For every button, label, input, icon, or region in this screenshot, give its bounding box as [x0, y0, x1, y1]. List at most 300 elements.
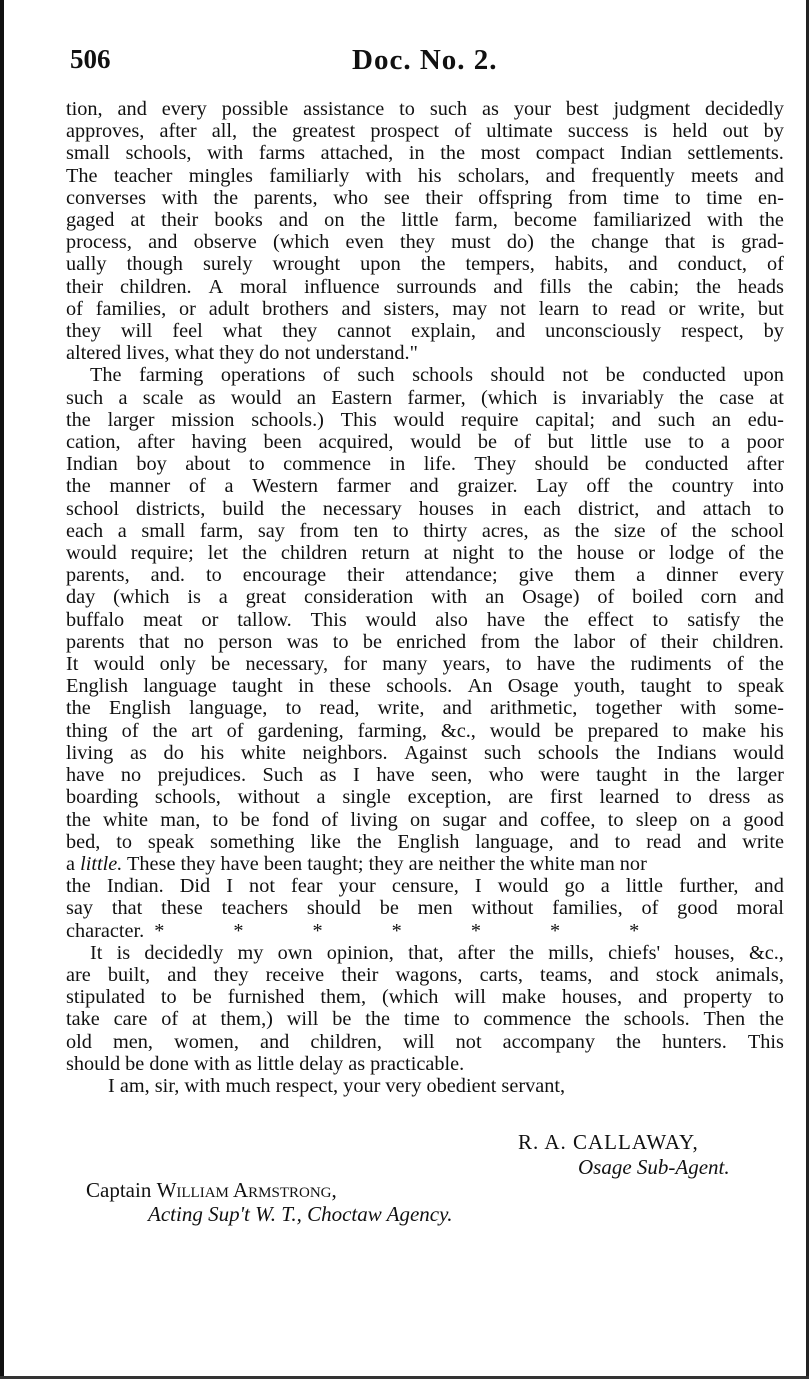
word: such	[357, 364, 395, 387]
word: houses	[418, 497, 474, 520]
word: be	[332, 1008, 352, 1031]
word: to	[688, 431, 704, 454]
word: the	[252, 120, 277, 143]
word: the	[628, 475, 654, 498]
word: settlements.	[687, 142, 784, 165]
word: have	[536, 653, 576, 676]
letter-body	[66, 98, 784, 1097]
word: been	[263, 431, 302, 454]
word: return	[361, 542, 410, 565]
word: in	[298, 675, 314, 698]
word: read	[646, 830, 682, 853]
text-line	[66, 875, 784, 897]
word: though	[126, 253, 183, 276]
word: say	[257, 519, 285, 542]
text-line	[66, 542, 784, 564]
word: have	[66, 764, 105, 787]
word: let	[207, 542, 229, 565]
word: (which	[113, 586, 170, 609]
word: the	[759, 653, 784, 676]
word: to	[206, 564, 222, 587]
word: the	[356, 830, 382, 853]
text-line	[66, 498, 784, 520]
word: encourage	[242, 564, 327, 587]
text-line	[66, 564, 784, 586]
word: with	[431, 586, 468, 609]
word: of	[321, 808, 339, 831]
word: with	[680, 697, 717, 720]
word: farming,	[357, 719, 427, 742]
asterisk: *	[154, 919, 165, 942]
ellipsis-asterisks	[154, 920, 639, 942]
word: cannot	[337, 320, 392, 343]
text-line	[66, 187, 784, 209]
text-line	[66, 764, 784, 786]
word: censure,	[391, 875, 459, 898]
word: a	[218, 586, 228, 609]
word: or	[179, 297, 196, 320]
word: and	[442, 697, 472, 720]
word: poor	[746, 431, 784, 454]
word: build	[222, 497, 265, 520]
word: (which	[272, 231, 330, 254]
word: they	[400, 231, 435, 254]
word: such	[429, 98, 468, 120]
word: at	[192, 1008, 207, 1031]
word: compact	[535, 142, 605, 165]
word: write,	[698, 297, 746, 320]
text-line	[66, 809, 784, 831]
word: taught	[640, 675, 692, 698]
word: commence	[483, 1008, 572, 1031]
word: from	[480, 630, 520, 653]
word: little	[590, 431, 628, 454]
word: en-	[758, 186, 784, 209]
word: see	[383, 186, 410, 209]
text-line	[66, 653, 784, 675]
word: about	[185, 453, 231, 476]
paragraph-2	[66, 364, 784, 941]
word: attach	[702, 497, 752, 520]
word: to	[652, 608, 669, 631]
word: parents	[66, 630, 125, 653]
word: the	[66, 408, 91, 431]
word: in	[490, 497, 507, 520]
word: the	[66, 808, 91, 831]
word: mission	[171, 408, 235, 431]
word: upon	[360, 253, 401, 276]
text-line	[66, 453, 784, 475]
word: are	[508, 786, 534, 809]
word: farmer	[336, 475, 391, 498]
word: exception,	[407, 786, 492, 809]
word: will	[120, 320, 153, 343]
word: meets	[691, 164, 739, 187]
word: acres,	[481, 519, 529, 542]
word: must	[451, 231, 491, 254]
word: these	[329, 675, 371, 698]
word: and	[754, 164, 784, 187]
word: man,	[160, 808, 201, 831]
word: taught	[596, 764, 647, 787]
word: time	[623, 186, 660, 209]
word: They	[474, 453, 517, 476]
word: farm,	[454, 209, 498, 232]
word: great	[245, 586, 287, 609]
word: upon	[743, 364, 784, 387]
word: school	[66, 497, 119, 520]
word: is	[711, 231, 725, 254]
word: process,	[66, 231, 132, 254]
word: something	[210, 830, 295, 853]
word: would	[93, 653, 145, 676]
word: with	[365, 164, 402, 187]
word: dinner	[666, 564, 718, 587]
word: to	[285, 697, 302, 720]
word: make	[702, 719, 747, 742]
word: bed,	[66, 830, 101, 853]
word: and	[638, 986, 668, 1009]
word: their	[66, 275, 104, 298]
word: necessary	[322, 497, 402, 520]
word: opinion,	[326, 941, 394, 964]
word: schools	[412, 364, 473, 387]
word: by	[763, 320, 784, 343]
word: country	[671, 475, 734, 498]
word: living	[350, 808, 398, 831]
word: heads	[737, 275, 784, 298]
text-line	[66, 409, 784, 431]
text-fragment: a	[66, 852, 81, 875]
word: of	[121, 719, 139, 742]
word: in	[663, 764, 680, 787]
word: they	[213, 963, 249, 986]
word: make	[501, 986, 546, 1009]
word: and	[167, 963, 197, 986]
word: grad-	[741, 231, 784, 254]
word: the	[759, 209, 784, 232]
word: influence	[304, 275, 380, 298]
word: little	[401, 209, 439, 232]
word: may	[452, 297, 488, 320]
word: be	[362, 630, 382, 653]
word: at	[423, 542, 439, 565]
word: offspring	[478, 186, 553, 209]
text-line	[66, 942, 784, 964]
word: gardening,	[257, 719, 344, 742]
word: at	[769, 386, 784, 409]
word: person	[218, 630, 273, 653]
text-line	[66, 431, 784, 453]
word: assistance	[303, 98, 385, 120]
word: language,	[475, 830, 554, 853]
word: would	[410, 431, 462, 454]
word: approves,	[66, 120, 145, 143]
addressee-prefix: Captain	[86, 1178, 157, 1202]
word: hunters.	[662, 1030, 727, 1053]
word: stock	[655, 963, 699, 986]
word: families,	[95, 297, 167, 320]
word: and	[493, 275, 523, 298]
word: should	[490, 364, 545, 387]
word: The	[90, 364, 122, 387]
word: effect	[587, 608, 634, 631]
word: they	[282, 320, 318, 343]
word: commence	[283, 453, 371, 476]
word: or	[668, 297, 686, 320]
word: some-	[734, 697, 784, 720]
word: be	[607, 453, 627, 476]
word: acquired,	[318, 431, 394, 454]
word: boarding	[66, 786, 139, 809]
word: go	[564, 875, 585, 898]
word: all,	[211, 120, 238, 143]
word: of	[766, 253, 784, 276]
word: be	[240, 808, 260, 831]
word: to	[116, 830, 133, 853]
word: after	[457, 941, 495, 964]
word: even	[345, 231, 384, 254]
word: respect,	[681, 320, 744, 343]
word: and.	[150, 564, 185, 587]
word: a	[224, 475, 234, 498]
word: was	[286, 630, 319, 653]
word: schools,	[125, 142, 192, 165]
word: fear	[291, 875, 323, 898]
word: house	[576, 542, 625, 565]
word: Did	[179, 875, 211, 898]
word: require	[461, 408, 519, 431]
word: children	[280, 542, 348, 565]
text-line	[66, 964, 784, 986]
word: unconsciously	[545, 320, 662, 343]
word: such	[657, 408, 696, 431]
word: a	[117, 519, 127, 542]
paragraph-3	[66, 942, 784, 1075]
word: the	[242, 542, 267, 565]
italic-word: little.	[80, 852, 123, 875]
word: will	[454, 986, 486, 1009]
word: is	[116, 941, 131, 964]
word: good	[743, 808, 784, 831]
word: Indian	[620, 142, 672, 165]
word: greatest	[292, 120, 356, 143]
signature-name: R. A. CALLAWAY,	[518, 1130, 699, 1154]
text-line: altered lives, what they do not understand."	[66, 342, 418, 365]
word: good	[677, 897, 718, 920]
word: It	[90, 941, 103, 964]
word: Against	[404, 741, 468, 764]
word: do	[163, 741, 184, 764]
word: houses,	[561, 986, 623, 1009]
word: schools.)	[251, 408, 324, 431]
word: white	[103, 808, 149, 831]
word: the	[509, 941, 534, 964]
word: is	[552, 386, 567, 409]
text-line	[66, 520, 784, 542]
word: buffalo	[66, 608, 125, 631]
addressee-name: William Armstrong,	[156, 1178, 337, 1202]
word: of	[660, 519, 678, 542]
word: be	[192, 986, 212, 1009]
text-line	[66, 631, 784, 653]
word: to	[674, 186, 691, 209]
word: books	[214, 209, 263, 232]
word: who	[333, 186, 369, 209]
asterisk: *	[549, 919, 561, 942]
word: and	[754, 875, 784, 898]
word: mills,	[548, 941, 594, 964]
asterisk: *	[391, 919, 402, 942]
text-line	[66, 298, 784, 320]
word: and	[697, 830, 727, 853]
word: time	[403, 1008, 440, 1031]
text-line	[66, 98, 784, 120]
word: be	[605, 364, 625, 387]
word: the	[213, 186, 239, 209]
word: capital;	[535, 408, 595, 431]
word: of	[513, 431, 531, 454]
word: moral	[239, 275, 288, 298]
word: as	[129, 741, 147, 764]
text-line	[66, 897, 784, 919]
word: moral	[736, 897, 784, 920]
word: were	[540, 764, 580, 787]
word: old	[66, 1030, 92, 1053]
word: arithmetic,	[490, 697, 578, 720]
word: adult	[208, 297, 250, 320]
word: An	[467, 675, 493, 698]
text-line	[66, 609, 784, 631]
word: care	[113, 1008, 148, 1031]
word: (which	[382, 986, 439, 1009]
word: tallow.	[237, 608, 292, 631]
word: together	[595, 697, 662, 720]
word: no	[120, 764, 142, 787]
word: with	[161, 186, 198, 209]
word: what	[222, 320, 263, 343]
word: the	[679, 386, 704, 409]
word: only	[159, 653, 196, 676]
word: is	[643, 120, 658, 143]
text-line	[66, 253, 784, 275]
word: cation,	[66, 431, 121, 454]
word: the	[590, 653, 616, 676]
word: the	[66, 697, 91, 720]
word: his	[417, 164, 442, 187]
word: farm,	[199, 519, 244, 542]
word: every	[161, 98, 207, 120]
word: teams,	[540, 963, 593, 986]
word: to	[332, 630, 349, 653]
word: animals,	[715, 963, 784, 986]
word: to	[672, 719, 689, 742]
word: read	[620, 297, 656, 320]
word: say	[66, 897, 94, 920]
word: own	[277, 941, 313, 964]
word: give	[518, 564, 554, 587]
word: accompany	[502, 1030, 596, 1053]
word: but	[547, 431, 574, 454]
word: schools	[537, 741, 599, 764]
word: parents,	[253, 186, 318, 209]
word: an	[296, 386, 316, 409]
word: to	[248, 453, 265, 476]
word: schools.	[386, 675, 453, 698]
word: not	[562, 364, 589, 387]
word: prepared	[587, 719, 659, 742]
word: small	[66, 142, 110, 165]
word: a	[636, 564, 646, 587]
word: converses	[66, 186, 146, 209]
word: further,	[679, 875, 739, 898]
word: become	[513, 209, 577, 232]
word: day	[66, 586, 96, 609]
signature-title: Osage Sub-Agent.	[578, 1155, 730, 1179]
word: many	[382, 653, 428, 676]
word: the	[695, 764, 721, 787]
word: take	[66, 1008, 100, 1031]
word: and	[495, 320, 526, 343]
word: would	[489, 719, 541, 742]
word: schools,	[154, 786, 221, 809]
word: Such	[262, 764, 304, 787]
word: sisters,	[383, 297, 440, 320]
word: sugar	[442, 808, 487, 831]
word: also	[435, 608, 468, 631]
word: attendance;	[405, 564, 498, 587]
word: by	[763, 120, 784, 143]
word: Osage)	[522, 586, 580, 609]
word: seen,	[431, 764, 473, 787]
text-line	[66, 142, 784, 164]
word: edu-	[747, 408, 784, 431]
word: your	[338, 875, 376, 898]
word: Indians	[656, 741, 717, 764]
word: most	[480, 142, 521, 165]
word: and	[341, 297, 371, 320]
word: his	[760, 719, 784, 742]
word: after	[159, 120, 197, 143]
word: thing	[66, 719, 108, 742]
word: write,	[377, 697, 425, 720]
word: teachers	[221, 897, 289, 920]
word: fills	[539, 275, 572, 298]
word: The	[66, 164, 98, 187]
word: to	[592, 297, 608, 320]
word: with	[207, 142, 244, 165]
text-line	[66, 1008, 784, 1030]
word: but	[757, 297, 784, 320]
word: on	[409, 808, 431, 831]
text-line	[66, 920, 784, 942]
text-line	[66, 853, 784, 875]
word: little	[625, 875, 664, 898]
word: the	[420, 253, 446, 276]
word: off	[586, 475, 610, 498]
word: of	[726, 653, 744, 676]
word: should	[306, 897, 361, 920]
word: satisfy	[687, 608, 741, 631]
document-title: Doc. No. 2.	[352, 44, 498, 76]
word: the	[587, 275, 613, 298]
word: are	[66, 963, 91, 986]
text-fragment: These they have been taught; they are neither the white man nor	[122, 852, 647, 875]
word: to	[607, 808, 624, 831]
word: observe	[193, 231, 257, 254]
word: farms	[258, 142, 305, 165]
word: surrounds	[396, 275, 477, 298]
